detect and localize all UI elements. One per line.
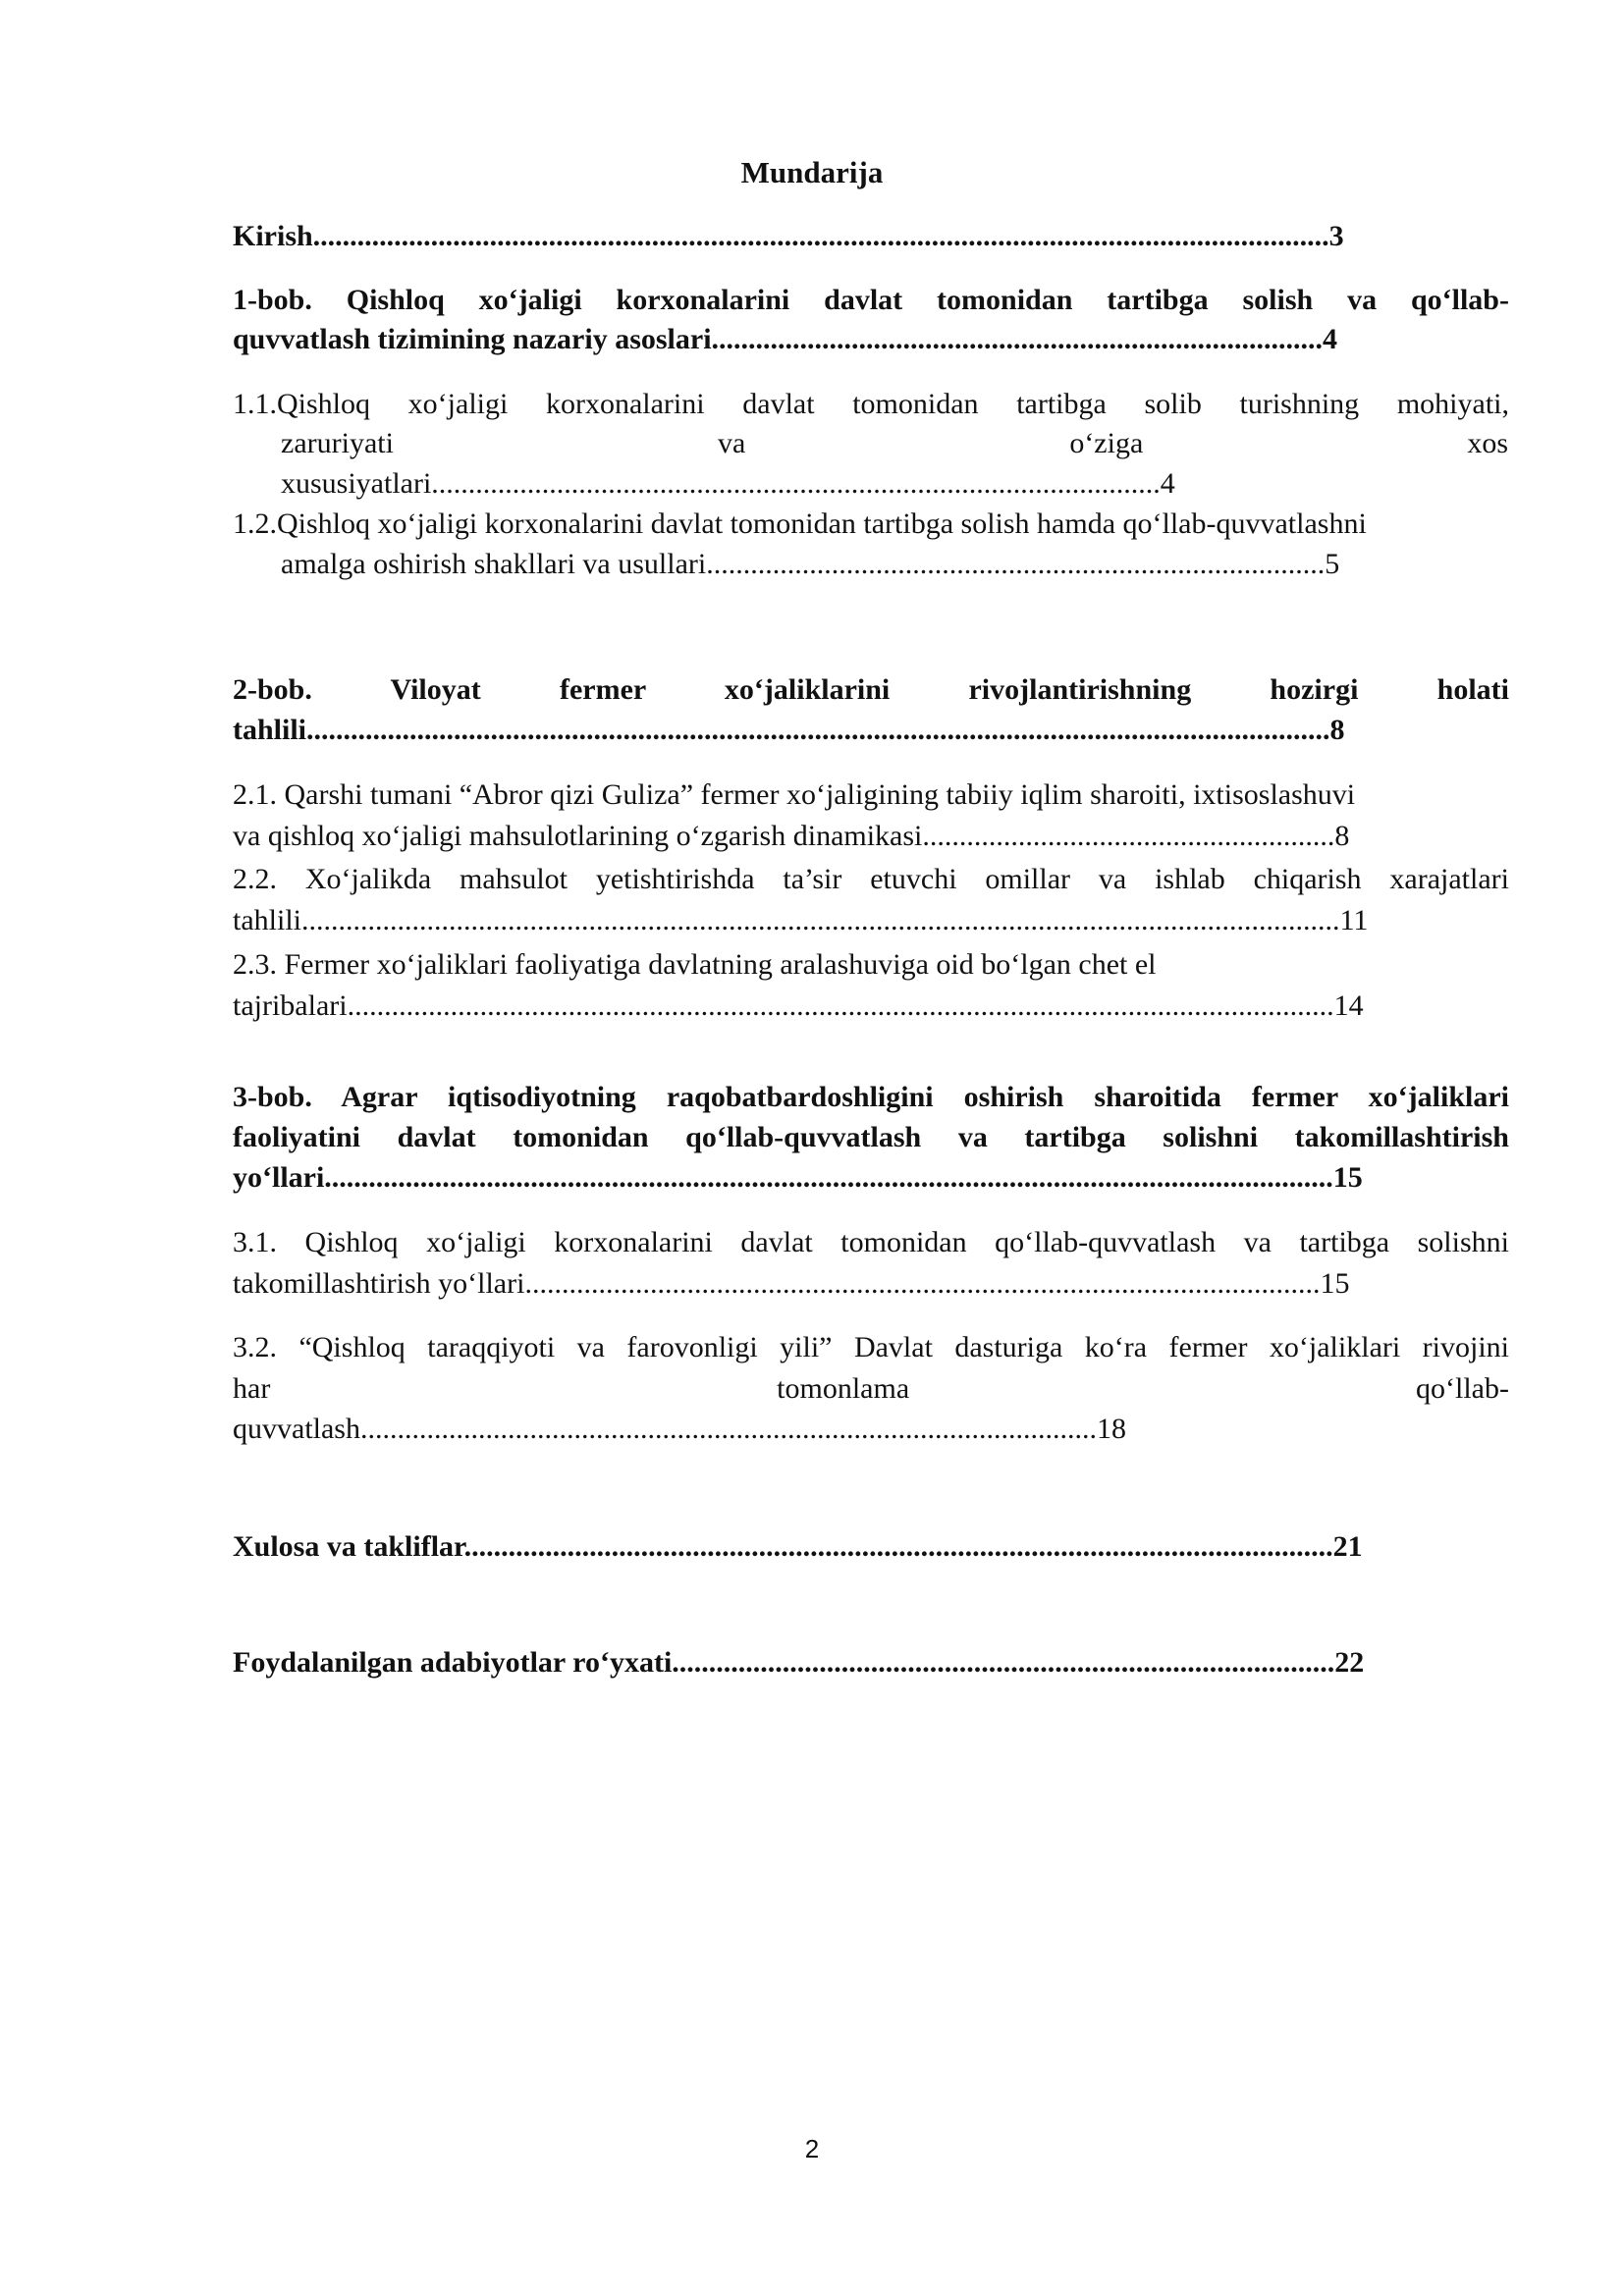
toc-entry-conclusion: Xulosa va takliflar......................................................................................................................21 xyxy=(233,1530,1363,1563)
toc-section-1-1-line-1: 1.1.Qishloq xo‘jaligi korxonalarini davlat tomonidan tartibga solib turishning mohiyati, xyxy=(233,388,1509,420)
toc-entry-references: Foydalanilgan adabiyotlar ro‘yxati..........................................................................................22 xyxy=(233,1646,1365,1679)
toc-chapter-2-line-2: tahlili...........................................................................................................................................8 xyxy=(233,714,1345,746)
toc-section-1-2-line-2: amalga oshirish shakllari va usullari....................................................................................5 xyxy=(281,548,1340,580)
toc-chapter-1-line-2: quvvatlash tizimining nazariy asoslari...................................................................................4 xyxy=(233,323,1338,355)
toc-chapter-3-line-2: faoliyatini davlat tomonidan qo‘llab-quvvatlash va tartibga solishni takomillashtirish xyxy=(233,1121,1509,1153)
toc-section-2-2-line-1: 2.2. Xo‘jalikda mahsulot yetishtirishda ta’sir etuvchi omillar va ishlab chiqarish xarajatlari xyxy=(233,863,1509,895)
toc-section-2-1-line-1: 2.1. Qarshi tumani “Abror qizi Guliza” fermer xo‘jaligining tabiiy iqlim sharoiti, ixtisoslashuvi xyxy=(233,778,1356,811)
toc-section-2-2-line-2: tahlili.............................................................................................................................................11 xyxy=(233,904,1369,936)
toc-section-3-2-line-2: har tomonlama qo‘llab- xyxy=(233,1372,1509,1405)
toc-entry-intro: Kirish..........................................................................................................................................3 xyxy=(233,220,1344,252)
toc-section-3-1-line-2: takomillashtirish yo‘llari............................................................................................................15 xyxy=(233,1267,1350,1300)
toc-section-1-2-line-1: 1.2.Qishloq xo‘jaligi korxonalarini davlat tomonidan tartibga solish hamda qo‘llab-quvvatlashni xyxy=(233,507,1367,540)
toc-section-1-1-line-2: zaruriyati va o‘ziga xos xyxy=(281,427,1508,459)
toc-chapter-3-line-3: yo‘llari.........................................................................................................................................15 xyxy=(233,1161,1363,1194)
toc-chapter-1-line-1: 1-bob. Qishloq xo‘jaligi korxonalarini davlat tomonidan tartibga solish va qo‘llab- xyxy=(233,284,1509,316)
toc-section-3-2-line-1: 3.2. “Qishloq taraqqiyoti va farovonligi yili” Davlat dasturiga ko‘ra fermer xo‘jaliklari rivojini xyxy=(233,1331,1509,1363)
page-number: 2 xyxy=(804,2134,820,2163)
toc-section-1-1-line-3: xususiyatlari...................................................................................................4 xyxy=(281,467,1175,500)
toc-chapter-3-line-1: 3-bob. Agrar iqtisodiyotning raqobatbardoshligini oshirish sharoitida fermer xo‘jaliklari xyxy=(233,1081,1509,1113)
page-title: Mundarija xyxy=(740,155,884,189)
toc-section-3-2-line-3: quvvatlash....................................................................................................18 xyxy=(233,1413,1126,1445)
toc-section-3-1-line-1: 3.1. Qishloq xo‘jaligi korxonalarini davlat tomonidan qo‘llab-quvvatlash va tartibga solishni xyxy=(233,1226,1509,1258)
toc-section-2-3-line-1: 2.3. Fermer xo‘jaliklari faoliyatiga davlatning aralashuviga oid bo‘lgan chet el xyxy=(233,948,1157,981)
toc-section-2-1-line-2: va qishloq xo‘jaligi mahsulotlarining o‘zgarish dinamikasi........................................................8 xyxy=(233,820,1350,852)
toc-chapter-2-line-1: 2-bob. Viloyat fermer xo‘jaliklarini rivojlantirishning hozirgi holati xyxy=(233,673,1509,706)
toc-section-2-3-line-2: tajribalari......................................................................................................................................14 xyxy=(233,989,1364,1022)
